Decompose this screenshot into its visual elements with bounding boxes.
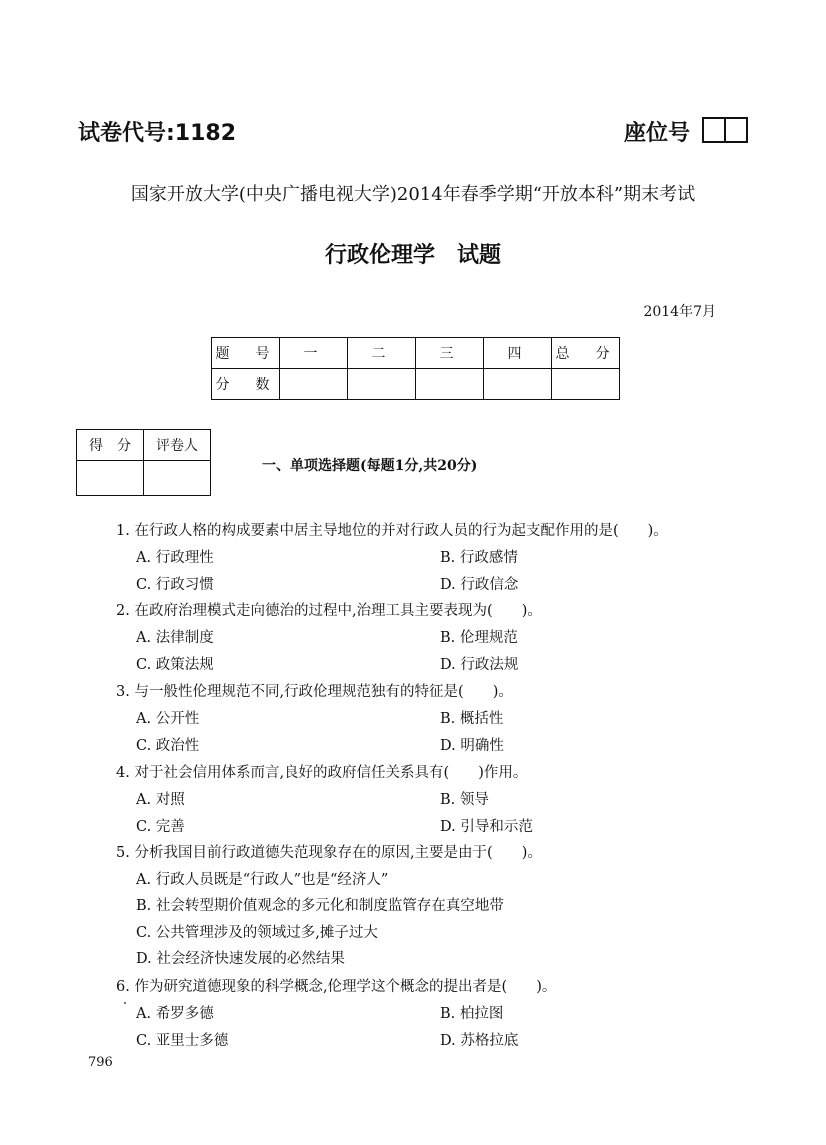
option-b: B. 概括性 — [440, 711, 504, 727]
exam-date: 2014年7月 — [643, 304, 716, 320]
option-a: A. 对照 — [136, 792, 185, 808]
scan-speck — [124, 1002, 126, 1004]
grader-name-entry[interactable] — [144, 461, 211, 496]
section-heading: 一、单项选择题(每题1分,共20分) — [262, 458, 478, 474]
grader-score-label: 得 分 — [77, 430, 144, 461]
question-stem: 5. 分析我国目前行政道德失范现象存在的原因,主要是由于( )。 — [116, 845, 542, 861]
option-d: D. 明确性 — [440, 738, 504, 754]
option-c: C. 完善 — [136, 819, 185, 835]
question-stem: 4. 对于社会信用体系而言,良好的政府信任关系具有( )作用。 — [116, 765, 528, 781]
option-a: A. 公开性 — [136, 711, 200, 727]
score-entry-cell[interactable] — [484, 369, 552, 400]
subject-title: 行政伦理学 试题 — [324, 243, 501, 268]
score-entry-cell[interactable] — [552, 369, 620, 400]
question-stem: 2. 在政府治理模式走向德治的过程中,治理工具主要表现为( )。 — [116, 603, 542, 619]
score-table-score-row — [212, 369, 620, 400]
option-c: C. 公共管理涉及的领域过多,摊子过大 — [136, 925, 378, 941]
score-entry-cell[interactable] — [416, 369, 484, 400]
grader-name-label: 评卷人 — [144, 430, 211, 461]
option-b: B. 行政感情 — [440, 550, 518, 566]
score-table-cell: 三 — [416, 338, 484, 369]
score-entry-cell[interactable] — [348, 369, 416, 400]
score-entry-cell[interactable] — [280, 369, 348, 400]
option-b: B. 领导 — [440, 792, 489, 808]
question-stem: 1. 在行政人格的构成要素中居主导地位的并对行政人员的行为起支配作用的是( )。 — [116, 523, 668, 539]
score-table — [211, 337, 620, 400]
grader-score-entry[interactable] — [77, 461, 144, 496]
option-b: B. 柏拉图 — [440, 1006, 504, 1022]
option-c: C. 政治性 — [136, 738, 200, 754]
option-a: A. 法律制度 — [136, 630, 214, 646]
seat-number-label: 座位号 — [624, 121, 691, 146]
exam-title: 国家开放大学(中央广播电视大学)2014年春季学期“开放本科”期末考试 — [130, 184, 696, 205]
score-table-cell: 四 — [484, 338, 552, 369]
score-table-cell: 二 — [348, 338, 416, 369]
option-d: D. 行政法规 — [440, 657, 519, 673]
option-d: D. 苏格拉底 — [440, 1033, 519, 1049]
score-table-cell: 分 数 — [212, 369, 280, 400]
option-c: C. 行政习惯 — [136, 577, 214, 593]
seat-number-box — [702, 117, 748, 143]
score-table-cell: 题 号 — [212, 338, 280, 369]
option-d: D. 引导和示范 — [440, 819, 533, 835]
option-a: A. 行政理性 — [136, 550, 214, 566]
option-c: C. 亚里士多德 — [136, 1033, 229, 1049]
option-d: D. 行政信念 — [440, 577, 519, 593]
score-table-cell: 总 分 — [552, 338, 620, 369]
paper-code: 试卷代号:1182 — [78, 121, 237, 146]
option-b: B. 社会转型期价值观念的多元化和制度监管存在真空地带 — [136, 898, 504, 914]
option-c: C. 政策法规 — [136, 657, 214, 673]
option-a: A. 希罗多德 — [136, 1006, 214, 1022]
score-table-header-row — [212, 338, 620, 369]
page-number: 796 — [88, 1055, 113, 1070]
grader-table — [76, 429, 211, 496]
question-stem: 3. 与一般性伦理规范不同,行政伦理规范独有的特征是( )。 — [116, 684, 513, 700]
question-stem: 6. 作为研究道德现象的科学概念,伦理学这个概念的提出者是( )。 — [116, 979, 557, 995]
score-table-cell: 一 — [280, 338, 348, 369]
option-d: D. 社会经济快速发展的必然结果 — [136, 951, 345, 967]
option-a: A. 行政人员既是“行政人”也是“经济人” — [136, 872, 389, 888]
option-b: B. 伦理规范 — [440, 630, 518, 646]
